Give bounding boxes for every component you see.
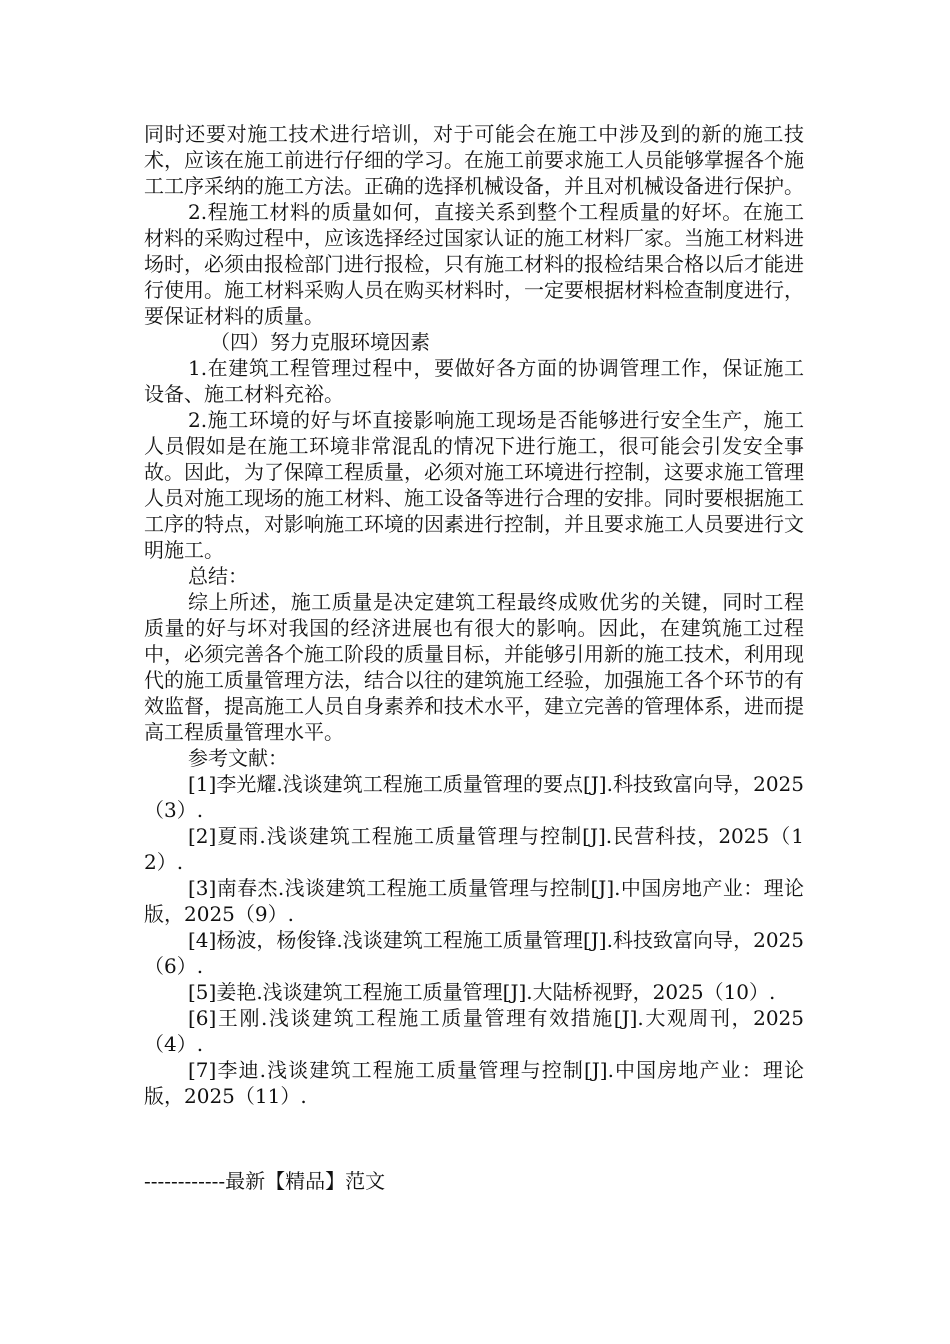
references-heading: 参考文献：: [188, 746, 288, 770]
body-paragraph: 1.在建筑工程管理过程中，要做好各方面的协调管理工作，保证施工设备、施工材料充裕。: [144, 356, 804, 406]
document-body: [144, 121, 804, 1109]
reference-item: [1]李光耀.浅谈建筑工程施工质量管理的要点[J].科技致富向导，2025（3）.: [144, 772, 804, 822]
page-footer: ------------最新【精品】范文: [144, 1169, 386, 1193]
body-paragraph: 综上所述，施工质量是决定建筑工程最终成败优劣的关键，同时工程质量的好与坏对我国的经济进展也有很大的影响。因此，在建筑施工过程中，必须完善各个施工阶段的质量目标，并能够引用新的施工技术，利用现代的施工质量管理方法，结合以往的建筑施工经验，加强施工各个环节的有效监督，提高施工人员自身素养和技术水平，建立完善的管理体系，进而提高工程质量管理水平。: [144, 590, 804, 744]
body-paragraph: 2.施工环境的好与坏直接影响施工现场是否能够进行安全生产，施工人员假如是在施工环境非常混乱的情况下进行施工，很可能会引发安全事故。因此，为了保障工程质量，必须对施工环境进行控制，这要求施工管理人员对施工现场的施工材料、施工设备等进行合理的安排。同时要根据施工工序的特点，对影响施工环境的因素进行控制，并且要求施工人员要进行文明施工。: [144, 408, 804, 562]
reference-item: [5]姜艳.浅谈建筑工程施工质量管理[J].大陆桥视野，2025（10）.: [188, 980, 776, 1004]
reference-item: [3]南春杰.浅谈建筑工程施工质量管理与控制[J].中国房地产业：理论版，2025（9）.: [144, 876, 804, 926]
reference-item: [4]杨波，杨俊锋.浅谈建筑工程施工质量管理[J].科技致富向导，2025（6）.: [144, 928, 804, 978]
reference-item: [7]李迪.浅谈建筑工程施工质量管理与控制[J].中国房地产业：理论版，2025（11）.: [144, 1058, 804, 1108]
body-paragraph: 2.程施工材料的质量如何，直接关系到整个工程质量的好坏。在施工材料的采购过程中，应该选择经过国家认证的施工材料厂家。当施工材料进场时，必须由报检部门进行报检，只有施工材料的报检结果合格以后才能进行使用。施工材料采购人员在购买材料时，一定要根据材料检查制度进行，要保证材料的质量。: [144, 200, 804, 328]
body-paragraph: 同时还要对施工技术进行培训，对于可能会在施工中涉及到的新的施工技术，应该在施工前进行仔细的学习。在施工前要求施工人员能够掌握各个施工工序采纳的施工方法。正确的选择机械设备，并且对机械设备进行保护。: [144, 122, 804, 198]
summary-heading: 总结：: [188, 564, 248, 588]
reference-item: [6]王刚.浅谈建筑工程施工质量管理有效措施[J].大观周刊，2025（4）.: [144, 1006, 804, 1056]
reference-item: [2]夏雨.浅谈建筑工程施工质量管理与控制[J].民营科技，2025（12）.: [144, 824, 804, 874]
section-heading: （四）努力克服环境因素: [210, 330, 430, 354]
